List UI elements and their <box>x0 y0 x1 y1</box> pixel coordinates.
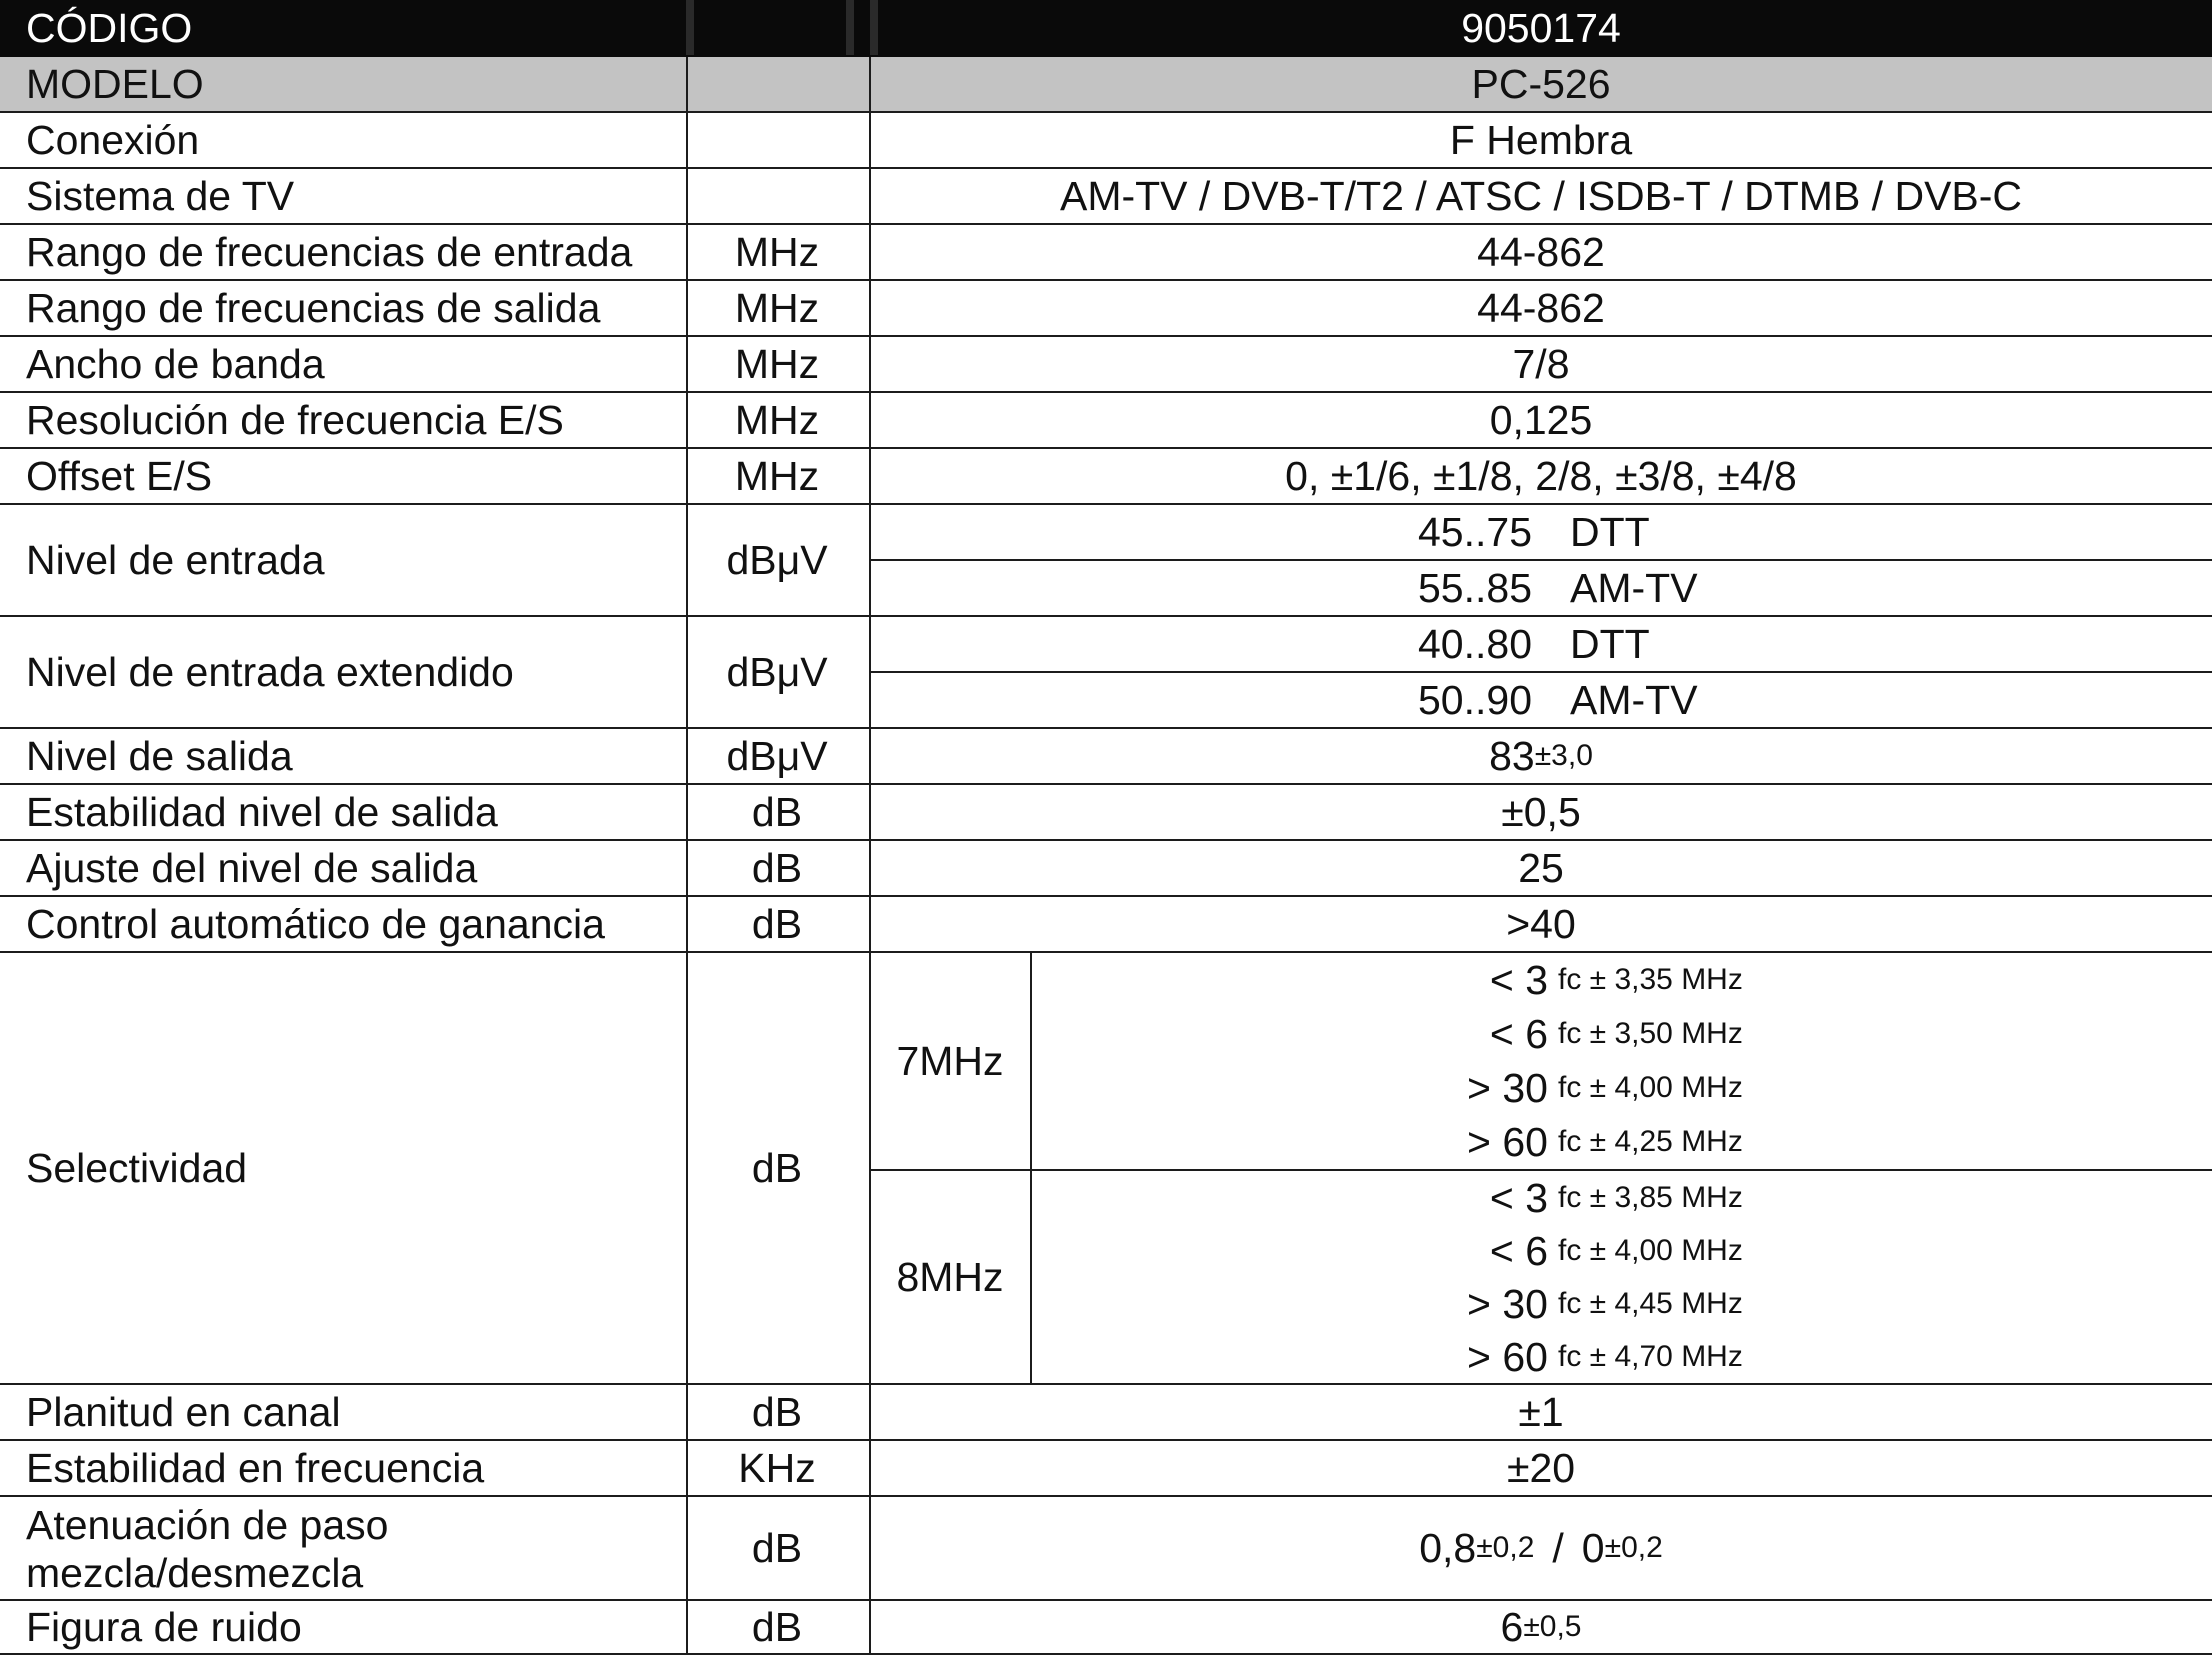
sel-value: > 30 <box>1467 1280 1548 1327</box>
level-line <box>870 561 2212 615</box>
sel-value: > 30 <box>1467 1064 1548 1111</box>
selectivity-line <box>1032 1061 2212 1115</box>
row-label: Rango de frecuencias de salida <box>26 284 601 331</box>
spec-row-input-level-ext <box>0 617 2212 729</box>
row-unit: KHz <box>738 1444 816 1491</box>
model-label: MODELO <box>26 60 204 107</box>
value-tolerance: ±0,5 <box>1523 1610 1582 1643</box>
row-label-line1: Atenuación de paso <box>26 1501 389 1548</box>
row-unit: MHz <box>734 396 820 443</box>
row-label: Sistema de TV <box>26 172 295 219</box>
row-label: Nivel de salida <box>26 732 293 779</box>
level-line <box>870 505 2212 559</box>
spec-row-input-level <box>0 505 2212 617</box>
row-unit: dB <box>751 900 803 947</box>
sel-condition: fc ± 4,45 MHz <box>1558 1287 1743 1320</box>
row-label: Control automático de ganancia <box>26 900 605 947</box>
row-value: 7/8 <box>1512 340 1570 387</box>
spec-row-connection <box>0 113 2212 169</box>
sel-condition: fc ± 3,50 MHz <box>1558 1017 1743 1050</box>
spec-row-output-level <box>0 729 2212 785</box>
sel-value: > 60 <box>1467 1333 1548 1380</box>
spec-row-agc <box>0 897 2212 953</box>
row-value: ±20 <box>1506 1444 1576 1491</box>
row-value: >40 <box>1506 900 1576 947</box>
level-range: 50..90 <box>1418 676 1532 723</box>
spec-row-resolution <box>0 393 2212 449</box>
value-tolerance: ±3,0 <box>1534 739 1593 772</box>
row-label-line2: mezcla/desmezcla <box>26 1549 364 1596</box>
row-value: 0, ±1/6, ±1/8, 2/8, ±3/8, ±4/8 <box>1285 452 1797 499</box>
row-unit <box>686 113 868 167</box>
row-value <box>870 1497 2212 1599</box>
header-row <box>0 0 2212 57</box>
spec-row-bandwidth <box>0 337 2212 393</box>
row-unit: dB <box>751 1144 803 1191</box>
row-label: Ajuste del nivel de salida <box>26 844 478 891</box>
row-unit: dB <box>751 1603 803 1650</box>
sel-condition: fc ± 4,70 MHz <box>1558 1340 1743 1373</box>
value-main: 6 <box>1500 1603 1524 1650</box>
row-label: Nivel de entrada extendido <box>26 648 514 695</box>
level-type: AM-TV <box>1570 564 1698 611</box>
row-label: Conexión <box>26 116 200 163</box>
sel-condition: fc ± 3,35 MHz <box>1558 963 1743 996</box>
level-range: 55..85 <box>1418 564 1532 611</box>
level-type: DTT <box>1570 620 1650 667</box>
level-line <box>870 673 2212 727</box>
sel-value: < 3 <box>1489 956 1548 1003</box>
row-label: Planitud en canal <box>26 1388 341 1435</box>
sel-condition: fc ± 4,00 MHz <box>1558 1234 1743 1267</box>
row-label: Estabilidad en frecuencia <box>26 1444 485 1491</box>
value-separator: / <box>1552 1524 1564 1571</box>
row-label: Ancho de banda <box>26 340 325 387</box>
selectivity-line <box>1032 1330 2212 1384</box>
spec-row-offset <box>0 449 2212 505</box>
row-unit: MHz <box>734 228 820 275</box>
row-value: 44-862 <box>1477 228 1605 275</box>
row-unit: dBμV <box>726 536 828 583</box>
spec-row-input-range <box>0 225 2212 281</box>
row-unit: dB <box>751 788 803 835</box>
row-unit: dBμV <box>726 648 828 695</box>
value-main: 0,8 <box>1419 1524 1477 1571</box>
row-value: 44-862 <box>1477 284 1605 331</box>
row-unit: dB <box>751 1388 803 1435</box>
model-value: PC-526 <box>1471 60 1611 107</box>
selectivity-line <box>1032 1115 2212 1169</box>
spec-row-output-stability <box>0 785 2212 841</box>
divider <box>686 57 688 111</box>
row-label: Estabilidad nivel de salida <box>26 788 498 835</box>
level-type: AM-TV <box>1570 676 1698 723</box>
sel-value: < 3 <box>1489 1174 1548 1221</box>
spec-row-output-range <box>0 281 2212 337</box>
row-label: Offset E/S <box>26 452 213 499</box>
row-label: Selectividad <box>26 1144 248 1191</box>
spec-row-noise <box>0 1601 2212 1655</box>
row-unit: MHz <box>734 284 820 331</box>
row-value: AM-TV / DVB-T/T2 / ATSC / ISDB-T / DTMB / DVB-C <box>1059 172 2023 219</box>
sel-condition: fc ± 3,85 MHz <box>1558 1181 1743 1214</box>
value-main: 83 <box>1489 732 1535 779</box>
row-value: ±0,5 <box>1501 788 1581 835</box>
value-tolerance: ±0,2 <box>1476 1531 1535 1564</box>
row-label: Nivel de entrada <box>26 536 325 583</box>
row-label: Resolución de frecuencia E/S <box>26 396 564 443</box>
header-divider <box>686 0 694 55</box>
level-range: 40..80 <box>1418 620 1532 667</box>
spec-row-attenuation <box>0 1497 2212 1601</box>
row-value <box>870 729 2212 783</box>
selectivity-line <box>1032 1277 2212 1331</box>
selectivity-line <box>1032 1007 2212 1061</box>
row-unit <box>686 169 868 223</box>
band-lines <box>1032 1171 2212 1383</box>
code-value: 9050174 <box>1461 5 1621 51</box>
spec-row-output-adjust <box>0 841 2212 897</box>
value-main: 0 <box>1581 1524 1605 1571</box>
row-value: F Hembra <box>1449 116 1633 163</box>
row-unit: dB <box>751 1524 803 1571</box>
sel-value: > 60 <box>1467 1118 1548 1165</box>
sel-value: < 6 <box>1489 1010 1548 1057</box>
row-value: 25 <box>1518 844 1564 891</box>
model-row <box>0 57 2212 113</box>
sel-condition: fc ± 4,00 MHz <box>1558 1071 1743 1104</box>
row-value: 0,125 <box>1489 396 1593 443</box>
spec-row-tv-system <box>0 169 2212 225</box>
row-unit: MHz <box>734 452 820 499</box>
spec-row-freq-stability <box>0 1441 2212 1497</box>
level-line <box>870 617 2212 671</box>
band-label: 7MHz <box>896 1037 1004 1084</box>
row-label: Rango de frecuencias de entrada <box>26 228 633 275</box>
code-label: CÓDIGO <box>26 5 193 51</box>
row-unit: dBμV <box>726 732 828 779</box>
sel-value: < 6 <box>1489 1227 1548 1274</box>
sel-condition: fc ± 4,25 MHz <box>1558 1125 1743 1158</box>
spec-row-selectivity <box>0 953 2212 1385</box>
level-range: 45..75 <box>1418 508 1532 555</box>
row-unit: dB <box>751 844 803 891</box>
level-type: DTT <box>1570 508 1650 555</box>
row-value <box>870 1601 2212 1653</box>
selectivity-line <box>1032 1171 2212 1225</box>
value-tolerance: ±0,2 <box>1604 1531 1663 1564</box>
spec-row-flatness <box>0 1385 2212 1441</box>
row-label: Figura de ruido <box>26 1603 302 1650</box>
selectivity-line <box>1032 1224 2212 1278</box>
row-value: ±1 <box>1518 1388 1564 1435</box>
band-label: 8MHz <box>896 1253 1004 1300</box>
selectivity-line <box>1032 953 2212 1007</box>
header-divider <box>846 0 854 55</box>
band-lines <box>1032 953 2212 1169</box>
row-unit: MHz <box>734 340 820 387</box>
